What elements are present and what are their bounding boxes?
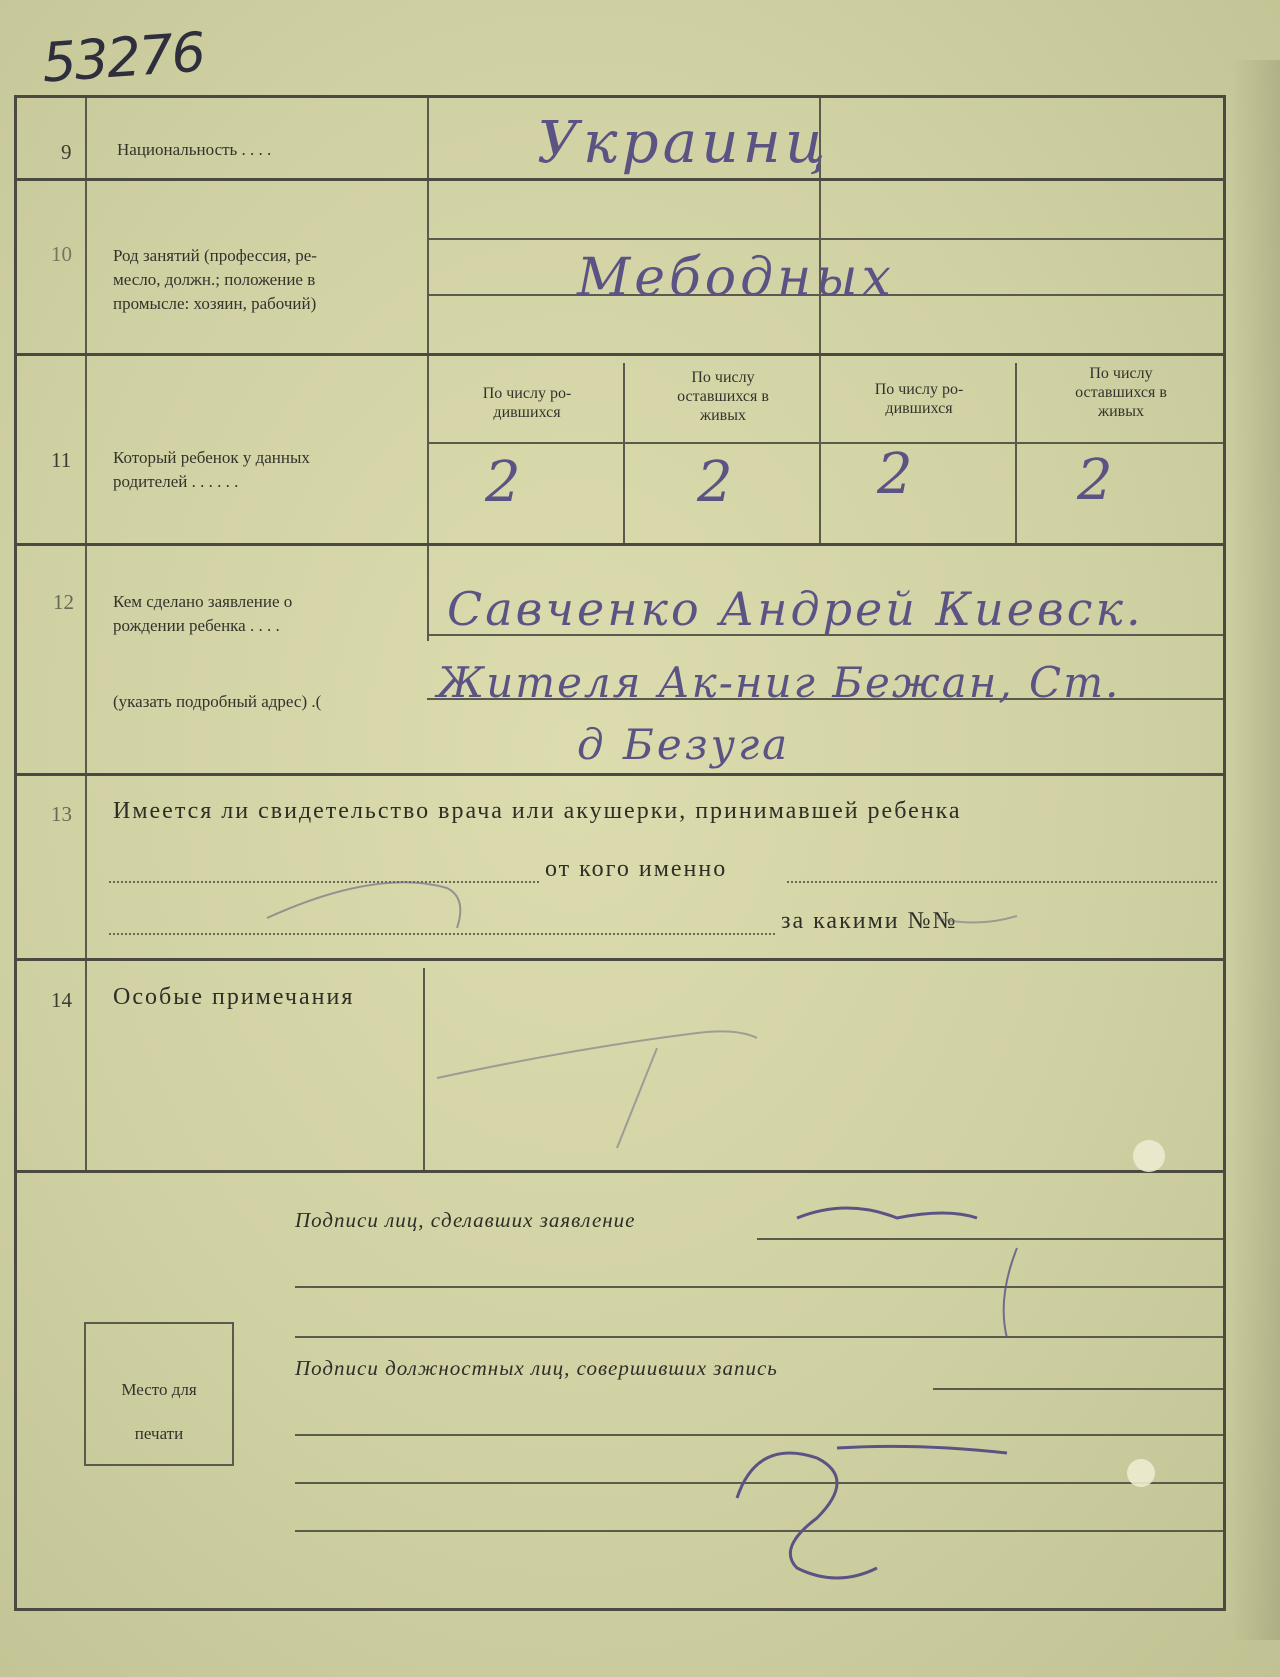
row11-header-4-line3: живых xyxy=(1098,403,1144,420)
row10-label-line2: месло, должн.; положение в xyxy=(113,270,316,289)
row12-address-label: (указать подробный адрес) .( xyxy=(113,692,322,711)
row11-value-2: 2 xyxy=(697,450,733,515)
row11-header-2-line2: оставшихся в xyxy=(677,388,769,405)
row10-label-line3: промысле: хозяин, рабочий) xyxy=(113,294,317,313)
row11-header-1-line1: По числу ро- xyxy=(482,385,572,402)
row13-which-numbers: за какими №№ xyxy=(781,908,958,934)
row11-header-1-line2: дившихся xyxy=(493,404,561,421)
row14-label: Особые примечания xyxy=(113,984,355,1010)
row12-applicant-handwritten: Савченко Андрей Киевск. xyxy=(447,582,1144,636)
row14-number: 14 xyxy=(51,988,72,1012)
row12-number: 12 xyxy=(53,590,74,614)
row13-from-whom: от кого именно xyxy=(545,856,728,882)
row12-label-line1: Кем сделано заявление о xyxy=(113,592,293,611)
row11-label-line2: родителей . . . . . . xyxy=(113,472,239,491)
row11-value-4: 2 xyxy=(1077,448,1113,513)
row11-label-line1: Который ребенок у данных xyxy=(113,448,310,467)
row11-number: 11 xyxy=(51,448,72,472)
row10-occupation-handwritten: Мебодных xyxy=(577,248,895,308)
stamp-placeholder-box xyxy=(84,1322,234,1466)
row11-header-4-line2: оставшихся в xyxy=(1075,384,1167,401)
row9-nationality-handwritten: Украинц xyxy=(537,108,830,176)
row12-label-line2: рождении ребенка . . . . xyxy=(113,616,280,635)
stamp-line-2: печати xyxy=(134,1424,184,1443)
row11-header-3-line1: По числу ро- xyxy=(874,381,964,398)
row10-number: 10 xyxy=(51,242,72,266)
applicants-signature-label: Подписи лиц, сделавших заявление xyxy=(295,1208,636,1232)
row9-label: Национальность . . . . xyxy=(117,140,272,159)
row9-number: 9 xyxy=(61,140,72,164)
archive-number: 53276 xyxy=(39,20,206,95)
row11-header-2-line3: живых xyxy=(700,407,746,424)
row10-label-line1: Род занятий (профессия, ре- xyxy=(113,246,317,265)
page-edge-shadow xyxy=(1232,60,1280,1640)
officials-signature-label: Подписи должностных лиц, совершивших запись xyxy=(295,1356,778,1380)
row11-header-4-line1: По числу xyxy=(1089,365,1153,382)
stamp-line-1: Место для xyxy=(121,1380,197,1399)
row11-header-2-line1: По числу xyxy=(691,369,755,386)
row13-number: 13 xyxy=(51,802,72,826)
row11-value-1: 2 xyxy=(485,450,521,515)
row11-value-3: 2 xyxy=(877,442,913,507)
row12-address-handwritten-2: д Безуга xyxy=(577,720,791,769)
row13-question: Имеется ли свидетельство врача или акушерки, принимавшей ребенка xyxy=(113,798,962,824)
row12-address-handwritten-1: Жителя Ак-ниг Бежан, Ст. xyxy=(437,658,1121,707)
row11-header-3-line2: дившихся xyxy=(885,400,953,417)
